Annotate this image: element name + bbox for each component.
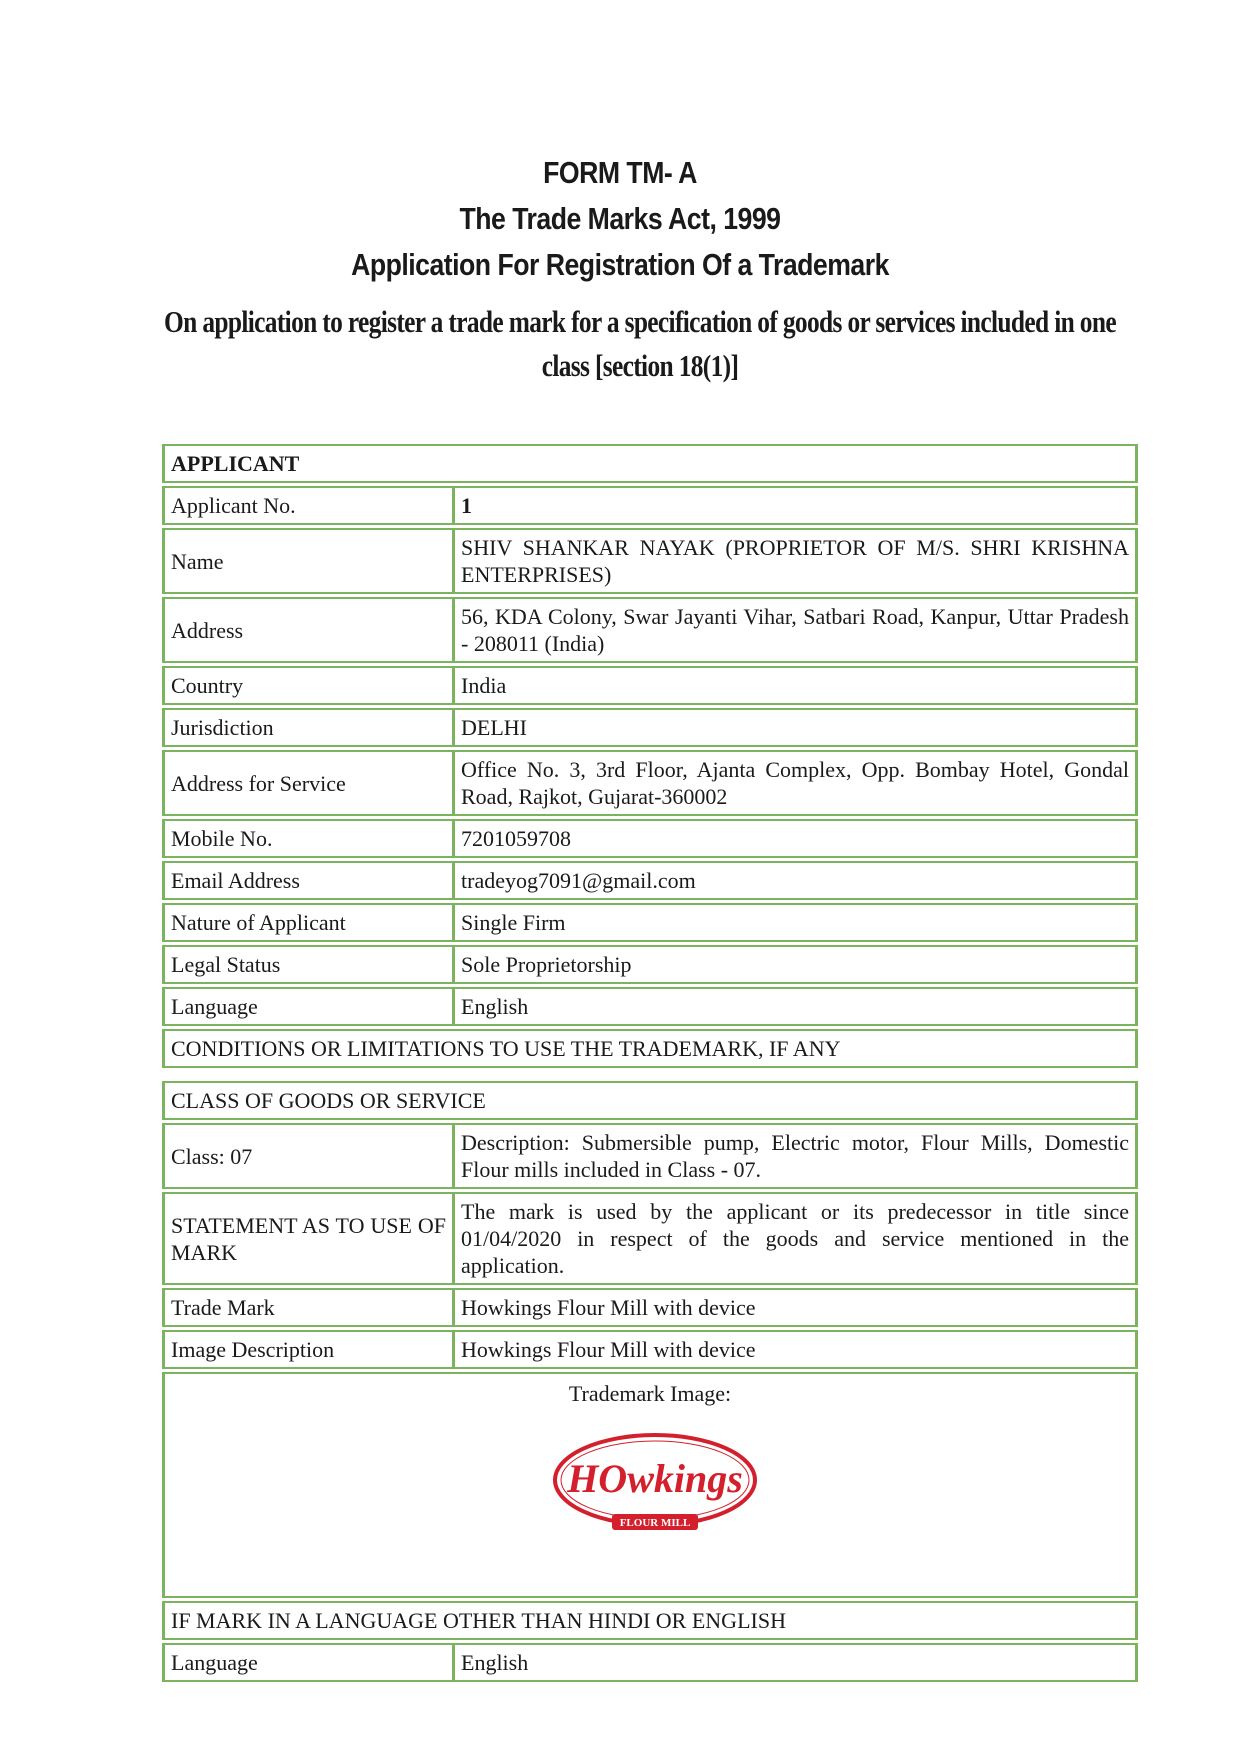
name-label: Name bbox=[165, 530, 455, 592]
conditions-row bbox=[162, 1029, 1138, 1068]
language-section-row bbox=[162, 1601, 1138, 1640]
mobile-label: Mobile No. bbox=[165, 821, 455, 856]
image-description-value: Howkings Flour Mill with device bbox=[461, 1337, 756, 1362]
mark-language-value: English bbox=[461, 1650, 529, 1675]
logo-subtext: FLOUR MILL bbox=[619, 1517, 691, 1529]
address-label: Address bbox=[165, 599, 455, 661]
language-row bbox=[162, 987, 1138, 1026]
address-for-service-label: Address for Service bbox=[165, 752, 455, 814]
form-subtitle bbox=[140, 300, 1140, 388]
goods-section-label: CLASS OF GOODS OR SERVICE bbox=[171, 1088, 486, 1113]
country-value: India bbox=[461, 673, 507, 698]
mark-language-label: Language bbox=[165, 1645, 455, 1680]
goods-section-row bbox=[162, 1081, 1138, 1120]
country-label: Country bbox=[165, 668, 455, 703]
conditions-label: CONDITIONS OR LIMITATIONS TO USE THE TRADEMARK, IF ANY bbox=[171, 1036, 841, 1061]
statement-row bbox=[162, 1192, 1138, 1285]
email-value: tradeyog7091@gmail.com bbox=[461, 868, 696, 893]
country-row bbox=[162, 666, 1138, 705]
class-row bbox=[162, 1123, 1138, 1189]
trade-mark-label: Trade Mark bbox=[165, 1290, 455, 1325]
statement-label: STATEMENT AS TO USE OF MARK bbox=[171, 1212, 446, 1265]
legal-status-value: Sole Proprietorship bbox=[461, 952, 632, 977]
logo-wordmark: HOwkings bbox=[567, 1456, 743, 1501]
address-value: 56, KDA Colony, Swar Jayanti Vihar, Satbari Road, Kanpur, Uttar Pradesh - 208011 (India) bbox=[461, 604, 1129, 656]
applicant-no-value: 1 bbox=[461, 493, 472, 518]
legal-status-label: Legal Status bbox=[165, 947, 455, 982]
form-title: FORM TM- A bbox=[543, 155, 697, 190]
jurisdiction-value: DELHI bbox=[461, 715, 527, 740]
mobile-row bbox=[162, 819, 1138, 858]
nature-value: Single Firm bbox=[461, 910, 566, 935]
class-label: Class: 07 bbox=[165, 1125, 455, 1187]
image-description-label: Image Description bbox=[165, 1332, 455, 1367]
application-form bbox=[162, 444, 1138, 1685]
address-row bbox=[162, 597, 1138, 663]
form-header bbox=[0, 150, 1240, 288]
language-label: Language bbox=[165, 989, 455, 1024]
mobile-value: 7201059708 bbox=[461, 826, 571, 851]
howkings-logo-image bbox=[550, 1430, 760, 1540]
applicant-section-label: APPLICANT bbox=[171, 451, 300, 476]
address-for-service-value: Office No. 3, 3rd Floor, Ajanta Complex, Opp. Bombay Hotel, Gondal Road, Rajkot, Gujarat-360002 bbox=[461, 757, 1129, 809]
jurisdiction-row bbox=[162, 708, 1138, 747]
name-value: SHIV SHANKAR NAYAK (PROPRIETOR OF M/S. SHRI KRISHNA ENTERPRISES) bbox=[461, 535, 1129, 587]
language-section-label: IF MARK IN A LANGUAGE OTHER THAN HINDI OR ENGLISH bbox=[171, 1608, 786, 1633]
trade-mark-value: Howkings Flour Mill with device bbox=[461, 1295, 756, 1320]
trade-mark-row bbox=[162, 1288, 1138, 1327]
act-title: The Trade Marks Act, 1999 bbox=[459, 201, 781, 236]
email-row bbox=[162, 861, 1138, 900]
applicant-no-row bbox=[162, 486, 1138, 525]
applicant-no-label: Applicant No. bbox=[165, 488, 455, 523]
name-row bbox=[162, 528, 1138, 594]
class-description: Description: Submersible pump, Electric motor, Flour Mills, Domestic Flour mills included in Class - 07. bbox=[461, 1130, 1129, 1182]
nature-row bbox=[162, 903, 1138, 942]
trademark-image-box bbox=[162, 1372, 1138, 1598]
nature-label: Nature of Applicant bbox=[165, 905, 455, 940]
email-label: Email Address bbox=[165, 863, 455, 898]
mark-language-row bbox=[162, 1643, 1138, 1682]
legal-status-row bbox=[162, 945, 1138, 984]
trademark-image-caption: Trademark Image: bbox=[568, 1381, 732, 1406]
language-value: English bbox=[461, 994, 529, 1019]
applicant-section-row bbox=[162, 444, 1138, 483]
subtitle-text: On application to register a trade mark for a specification of goods or services included in one class [section 18(1)] bbox=[164, 304, 1116, 383]
statement-value: The mark is used by the applicant or its predecessor in title since 01/04/2020 in respect of the goods and service mentioned in the application. bbox=[461, 1199, 1129, 1278]
jurisdiction-label: Jurisdiction bbox=[165, 710, 455, 745]
image-description-row bbox=[162, 1330, 1138, 1369]
address-for-service-row bbox=[162, 750, 1138, 816]
application-heading: Application For Registration Of a Trademark bbox=[351, 247, 889, 282]
